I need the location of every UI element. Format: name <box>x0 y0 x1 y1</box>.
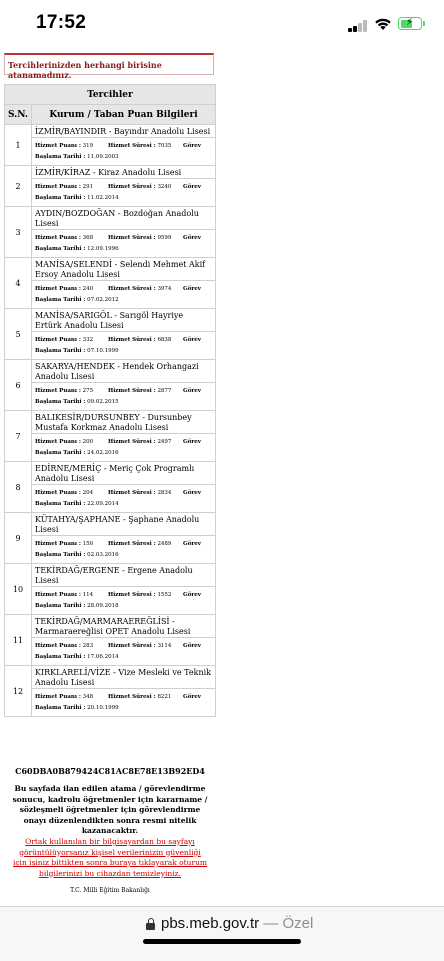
row-number: 12 <box>5 666 32 717</box>
duty-label: Görev <box>183 143 201 149</box>
private-label: Özel <box>282 915 314 932</box>
row-number: 10 <box>5 564 32 615</box>
row-meta <box>32 281 215 308</box>
duty-label: Görev <box>183 694 201 700</box>
service-duration: Hizmet Süresi : 2497 <box>108 439 172 445</box>
official-notice: Bu sayfada ilan edilen atama / görevlendirme sonucu, kadrolu öğretmenler için kararname / sözleşmeli öğretmenler için görevlendirme onayı düzenlendikten sonra resmi nitelik kazanacaktır. <box>12 784 208 835</box>
school-name: SAKARYA/HENDEK - Hendek Orhangazi Anadolu Lisesi <box>32 360 215 383</box>
row-number: 3 <box>5 207 32 258</box>
table-row <box>5 166 216 207</box>
school-name: İZMİR/BAYINDIR - Bayındır Anadolu Lisesi <box>32 125 215 138</box>
start-date: Başlama Tarihi : 11.02.2014 <box>35 195 119 201</box>
service-points: Hizmet Puanı : 332 <box>35 337 94 343</box>
school-name: MANİSA/SELENDİ - Selendi Mehmet Akif Ersoy Anadolu Lisesi <box>32 258 215 281</box>
start-date: Başlama Tarihi : 22.09.2014 <box>35 501 119 507</box>
service-duration: Hizmet Süresi : 1552 <box>108 592 172 598</box>
row-number: 6 <box>5 360 32 411</box>
alert-message: Tercihlerinizden herhangi birisine atanamadınız. <box>4 53 214 75</box>
duty-label: Görev <box>183 439 201 445</box>
row-number: 8 <box>5 462 32 513</box>
row-info <box>32 309 216 360</box>
row-info <box>32 166 216 207</box>
clear-session-link[interactable]: Ortak kullanılan bir bilgisayardan bu sayfayı görüntülüyorsanız kişisel verilerinizin güvenliği için işiniz bittikten sonra buraya tıklayarak oturum bilgilerinizi bu cihazdan temizleyiniz. <box>12 837 208 878</box>
start-date: Başlama Tarihi : 17.06.2014 <box>35 654 119 660</box>
table-row <box>5 666 216 717</box>
start-date: Başlama Tarihi : 02.03.2016 <box>35 552 119 558</box>
row-info <box>32 513 216 564</box>
preferences-table <box>4 84 216 717</box>
row-number: 7 <box>5 411 32 462</box>
row-meta <box>32 179 215 206</box>
service-points: Hizmet Puanı : 240 <box>35 286 94 292</box>
row-info <box>32 411 216 462</box>
service-points: Hizmet Puanı : 291 <box>35 184 94 190</box>
service-points: Hizmet Puanı : 283 <box>35 643 94 649</box>
row-info <box>32 258 216 309</box>
duty-label: Görev <box>183 286 201 292</box>
browser-url-bar[interactable] <box>0 906 444 961</box>
url-separator: — <box>259 915 283 932</box>
row-info <box>32 666 216 717</box>
url-domain: pbs.meb.gov.tr <box>161 915 260 932</box>
row-number: 9 <box>5 513 32 564</box>
service-duration: Hizmet Süresi : 6838 <box>108 337 172 343</box>
wifi-icon <box>374 17 392 31</box>
status-bar <box>0 0 444 52</box>
row-meta <box>32 536 215 563</box>
table-row <box>5 411 216 462</box>
duty-label: Görev <box>183 541 201 547</box>
start-date: Başlama Tarihi : 12.09.1996 <box>35 246 119 252</box>
duty-label: Görev <box>183 490 201 496</box>
service-duration: Hizmet Süresi : 2834 <box>108 490 172 496</box>
col-header-info: Kurum / Taban Puan Bilgileri <box>32 105 216 125</box>
status-time: 17:52 <box>36 12 87 33</box>
service-duration: Hizmet Süresi : 3974 <box>108 286 172 292</box>
service-points: Hizmet Puanı : 348 <box>35 694 94 700</box>
col-header-sn: S.N. <box>5 105 32 125</box>
verification-code: C60DBA0B879424C81AC8E78E13B92ED4 <box>15 766 205 776</box>
row-meta <box>32 689 215 716</box>
duty-label: Görev <box>183 184 201 190</box>
row-info <box>32 125 216 166</box>
table-row <box>5 309 216 360</box>
school-name: TEKİRDAĞ/MARMARAEREĞLİSİ - Marmaraereğlisi OPET Anadolu Lisesi <box>32 615 215 638</box>
duty-label: Görev <box>183 337 201 343</box>
school-name: KIRKLARELİ/VİZE - Vize Mesleki ve Teknik Anadolu Lisesi <box>32 666 215 689</box>
start-date: Başlama Tarihi : 28.09.2018 <box>35 603 119 609</box>
home-indicator[interactable] <box>143 939 301 944</box>
table-row <box>5 258 216 309</box>
table-row <box>5 207 216 258</box>
start-date: Başlama Tarihi : 09.02.2015 <box>35 399 119 405</box>
row-info <box>32 207 216 258</box>
duty-label: Görev <box>183 592 201 598</box>
service-points: Hizmet Puanı : 150 <box>35 541 94 547</box>
start-date: Başlama Tarihi : 07.10.1999 <box>35 348 119 354</box>
service-points: Hizmet Puanı : 319 <box>35 143 94 149</box>
row-meta <box>32 230 215 257</box>
service-duration: Hizmet Süresi : 3114 <box>108 643 172 649</box>
start-date: Başlama Tarihi : 11.09.2003 <box>35 154 119 160</box>
start-date: Başlama Tarihi : 07.02.2012 <box>35 297 119 303</box>
service-duration: Hizmet Süresi : 2877 <box>108 388 172 394</box>
row-number: 2 <box>5 166 32 207</box>
service-duration: Hizmet Süresi : 3240 <box>108 184 172 190</box>
row-number: 5 <box>5 309 32 360</box>
row-number: 11 <box>5 615 32 666</box>
service-points: Hizmet Puanı : 275 <box>35 388 94 394</box>
row-meta <box>32 138 215 165</box>
row-meta <box>32 434 215 461</box>
lock-icon <box>146 918 155 930</box>
school-name: MANİSA/SARIGÖL - Sarıgöl Hayriye Ertürk Anadolu Lisesi <box>32 309 215 332</box>
row-meta <box>32 332 215 359</box>
row-number: 4 <box>5 258 32 309</box>
table-row <box>5 360 216 411</box>
school-name: BALIKESİR/DURSUNBEY - Dursunbey Mustafa Korkmaz Anadolu Lisesi <box>32 411 215 434</box>
ministry-footer: T.C. Milli Eğitim Bakanlığı <box>70 887 150 894</box>
row-info <box>32 564 216 615</box>
start-date: Başlama Tarihi : 20.10.1999 <box>35 705 119 711</box>
service-points: Hizmet Puanı : 200 <box>35 439 94 445</box>
table-row <box>5 615 216 666</box>
school-name: İZMİR/KİRAZ - Kiraz Anadolu Lisesi <box>32 166 215 179</box>
duty-label: Görev <box>183 388 201 394</box>
service-points: Hizmet Puanı : 114 <box>35 592 94 598</box>
start-date: Başlama Tarihi : 24.02.2016 <box>35 450 119 456</box>
duty-label: Görev <box>183 235 201 241</box>
service-duration: Hizmet Süresi : 9599 <box>108 235 172 241</box>
service-duration: Hizmet Süresi : 7035 <box>108 143 172 149</box>
service-duration: Hizmet Süresi : 2489 <box>108 541 172 547</box>
row-meta <box>32 485 215 512</box>
school-name: TEKİRDAĞ/ERGENE - Ergene Anadolu Lisesi <box>32 564 215 587</box>
row-meta <box>32 587 215 614</box>
row-meta <box>32 383 215 410</box>
table-row <box>5 462 216 513</box>
table-group-header: Tercihler <box>5 85 216 105</box>
table-row <box>5 564 216 615</box>
service-points: Hizmet Puanı : 204 <box>35 490 94 496</box>
service-points: Hizmet Puanı : 368 <box>35 235 94 241</box>
table-row <box>5 125 216 166</box>
cellular-signal-icon <box>348 20 368 32</box>
url-text[interactable] <box>161 915 313 932</box>
duty-label: Görev <box>183 643 201 649</box>
row-info <box>32 615 216 666</box>
service-duration: Hizmet Süresi : 8221 <box>108 694 172 700</box>
school-name: KÜTAHYA/ŞAPHANE - Şaphane Anadolu Lisesi <box>32 513 215 536</box>
row-meta <box>32 638 215 665</box>
row-info <box>32 462 216 513</box>
table-row <box>5 513 216 564</box>
row-info <box>32 360 216 411</box>
row-number: 1 <box>5 125 32 166</box>
battery-tip <box>423 21 425 26</box>
school-name: EDİRNE/MERİÇ - Meriç Çok Programlı Anadolu Lisesi <box>32 462 215 485</box>
battery-charging-icon: ⚡ <box>398 17 422 30</box>
school-name: AYDIN/BOZDOĞAN - Bozdoğan Anadolu Lisesi <box>32 207 215 230</box>
